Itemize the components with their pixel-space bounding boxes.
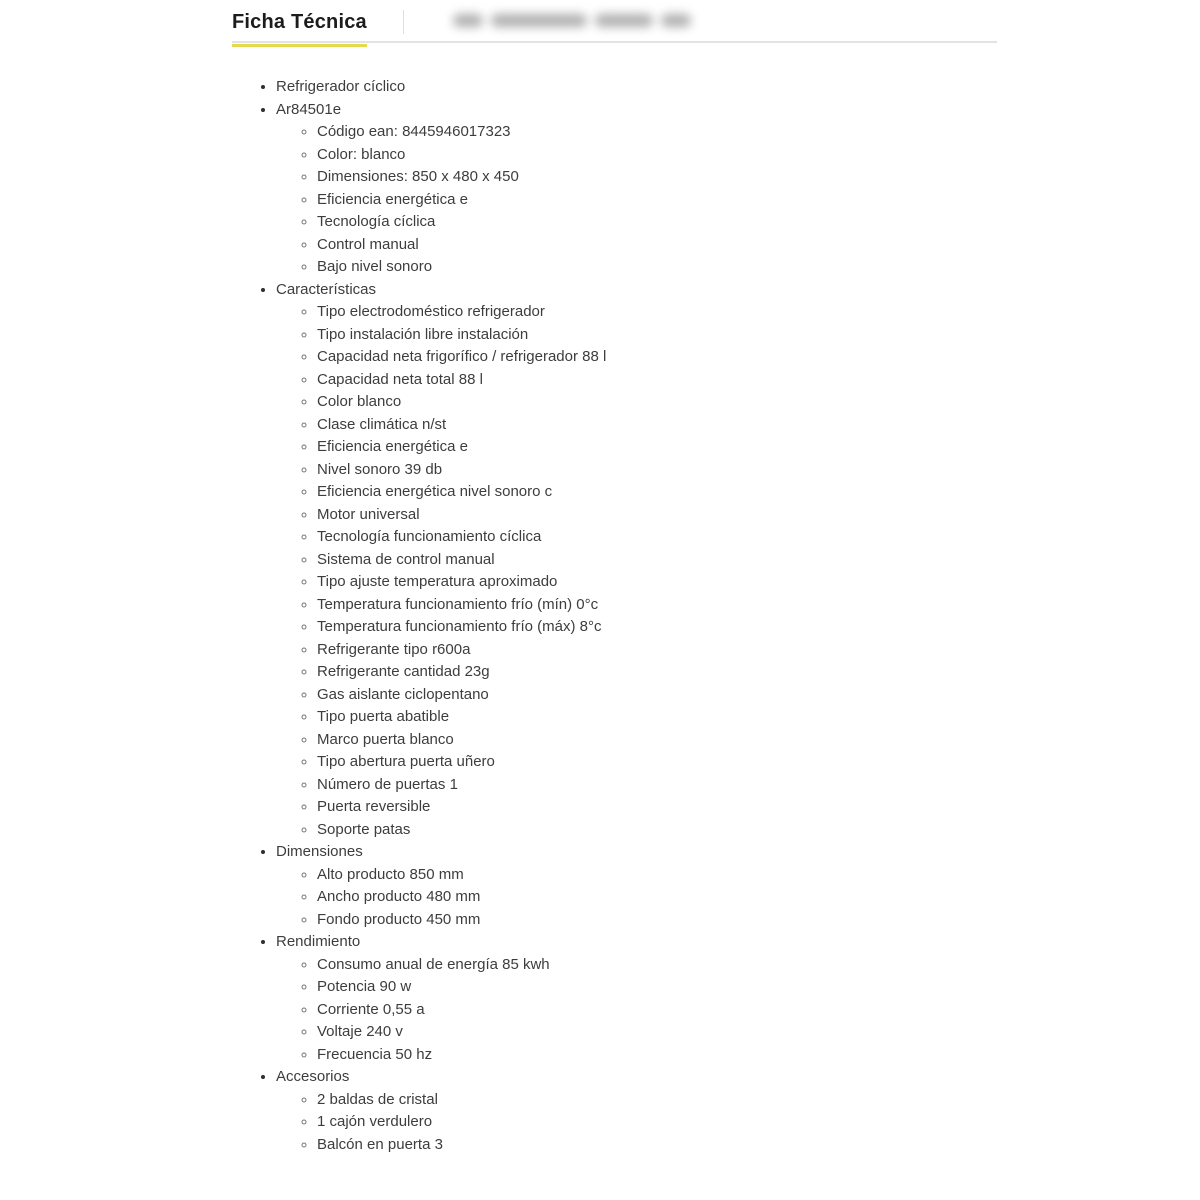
spec-item: ◦ Balcón en puerta 3 [317, 1134, 997, 1157]
spec-sublist [276, 121, 997, 279]
spec-item: ◦ Capacidad neta total 88 l [317, 369, 997, 392]
spec-item: ◦ Temperatura funcionamiento frío (máx) 8°c [317, 616, 997, 639]
spec-item: ◦ Gas aislante ciclopentano [317, 684, 997, 707]
spec-item: ◦ Tipo ajuste temperatura aproximado [317, 571, 997, 594]
redacted-text-blob [491, 14, 587, 27]
spec-list [232, 76, 997, 1156]
spec-sublist [276, 301, 997, 841]
tab-product-title-redacted[interactable] [453, 14, 691, 27]
spec-item: ◦ Consumo anual de energía 85 kwh [317, 954, 997, 977]
spec-item: ◦ Puerta reversible [317, 796, 997, 819]
spec-sublist [276, 954, 997, 1067]
spec-sublist [276, 1089, 997, 1157]
spec-section [276, 931, 997, 1066]
spec-section-label: Ar84501e [276, 100, 342, 118]
spec-item: ◦ Temperatura funcionamiento frío (mín) 0°c [317, 594, 997, 617]
spec-item: ◦ Bajo nivel sonoro [317, 256, 997, 279]
spec-item: ◦ Fondo producto 450 mm [317, 909, 997, 932]
spec-item: ◦ Ancho producto 480 mm [317, 886, 997, 909]
spec-item: ◦ Eficiencia energética e [317, 436, 997, 459]
spec-item: ◦ Tecnología cíclica [317, 211, 997, 234]
spec-section [276, 1066, 997, 1156]
spec-sublist [276, 864, 997, 932]
spec-item: ◦ Número de puertas 1 [317, 774, 997, 797]
spec-item: ◦ Motor universal [317, 504, 997, 527]
redacted-text-blob [453, 14, 483, 27]
tab-ficha-tecnica[interactable]: Ficha Técnica [232, 11, 367, 33]
spec-item: ◦ Refrigerante cantidad 23g [317, 661, 997, 684]
spec-item: ◦ Alto producto 850 mm [317, 864, 997, 887]
spec-section-label: Accesorios [276, 1068, 350, 1085]
spec-section-label: Dimensiones [276, 843, 363, 860]
spec-item: ◦ Voltaje 240 v [317, 1021, 997, 1044]
spec-item: ◦ Sistema de control manual [317, 549, 997, 572]
spec-item: ◦ Eficiencia energética e [317, 189, 997, 212]
spec-item: ◦ Color: blanco [317, 144, 997, 167]
spec-item: ◦ 1 cajón verdulero [317, 1111, 997, 1134]
spec-item: ◦ 2 baldas de cristal [317, 1089, 997, 1112]
spec-section [276, 99, 997, 279]
spec-sheet-panel [232, 10, 997, 1156]
spec-item: ◦ Tecnología funcionamiento cíclica [317, 526, 997, 549]
redacted-text-blob [595, 14, 653, 27]
spec-item: ◦ Potencia 90 w [317, 976, 997, 999]
spec-item: ◦ Clase climática n/st [317, 414, 997, 437]
spec-item: ◦ Marco puerta blanco [317, 729, 997, 752]
spec-item: ◦ Tipo puerta abatible [317, 706, 997, 729]
spec-section-label: Refrigerador cíclico [276, 78, 406, 95]
spec-item: ◦ Control manual [317, 234, 997, 257]
spec-section-label: Características [276, 280, 377, 298]
spec-item: ◦ Dimensiones: 850 x 480 x 450 [317, 166, 997, 189]
spec-section [276, 279, 997, 842]
spec-item: ◦ Eficiencia energética nivel sonoro c [317, 481, 997, 504]
spec-item: ◦ Frecuencia 50 hz [317, 1044, 997, 1067]
spec-item: ◦ Código ean: 8445946017323 [317, 121, 997, 144]
spec-item: ◦ Capacidad neta frigorífico / refrigerador 88 l [317, 346, 997, 369]
spec-item: ◦ Color blanco [317, 391, 997, 414]
spec-item: ◦ Refrigerante tipo r600a [317, 639, 997, 662]
spec-item: ◦ Corriente 0,55 a [317, 999, 997, 1022]
spec-section [276, 76, 997, 99]
spec-section-label: Rendimiento [276, 933, 361, 950]
spec-item: ◦ Tipo instalación libre instalación [317, 324, 997, 347]
spec-item: ◦ Soporte patas [317, 819, 997, 842]
spec-item: ◦ Tipo electrodoméstico refrigerador [317, 301, 997, 324]
tab-bar [232, 10, 997, 43]
spec-section [276, 841, 997, 931]
tab-divider [403, 10, 404, 34]
redacted-text-blob [661, 14, 691, 27]
spec-item: ◦ Tipo abertura puerta uñero [317, 751, 997, 774]
spec-item: ◦ Nivel sonoro 39 db [317, 459, 997, 482]
